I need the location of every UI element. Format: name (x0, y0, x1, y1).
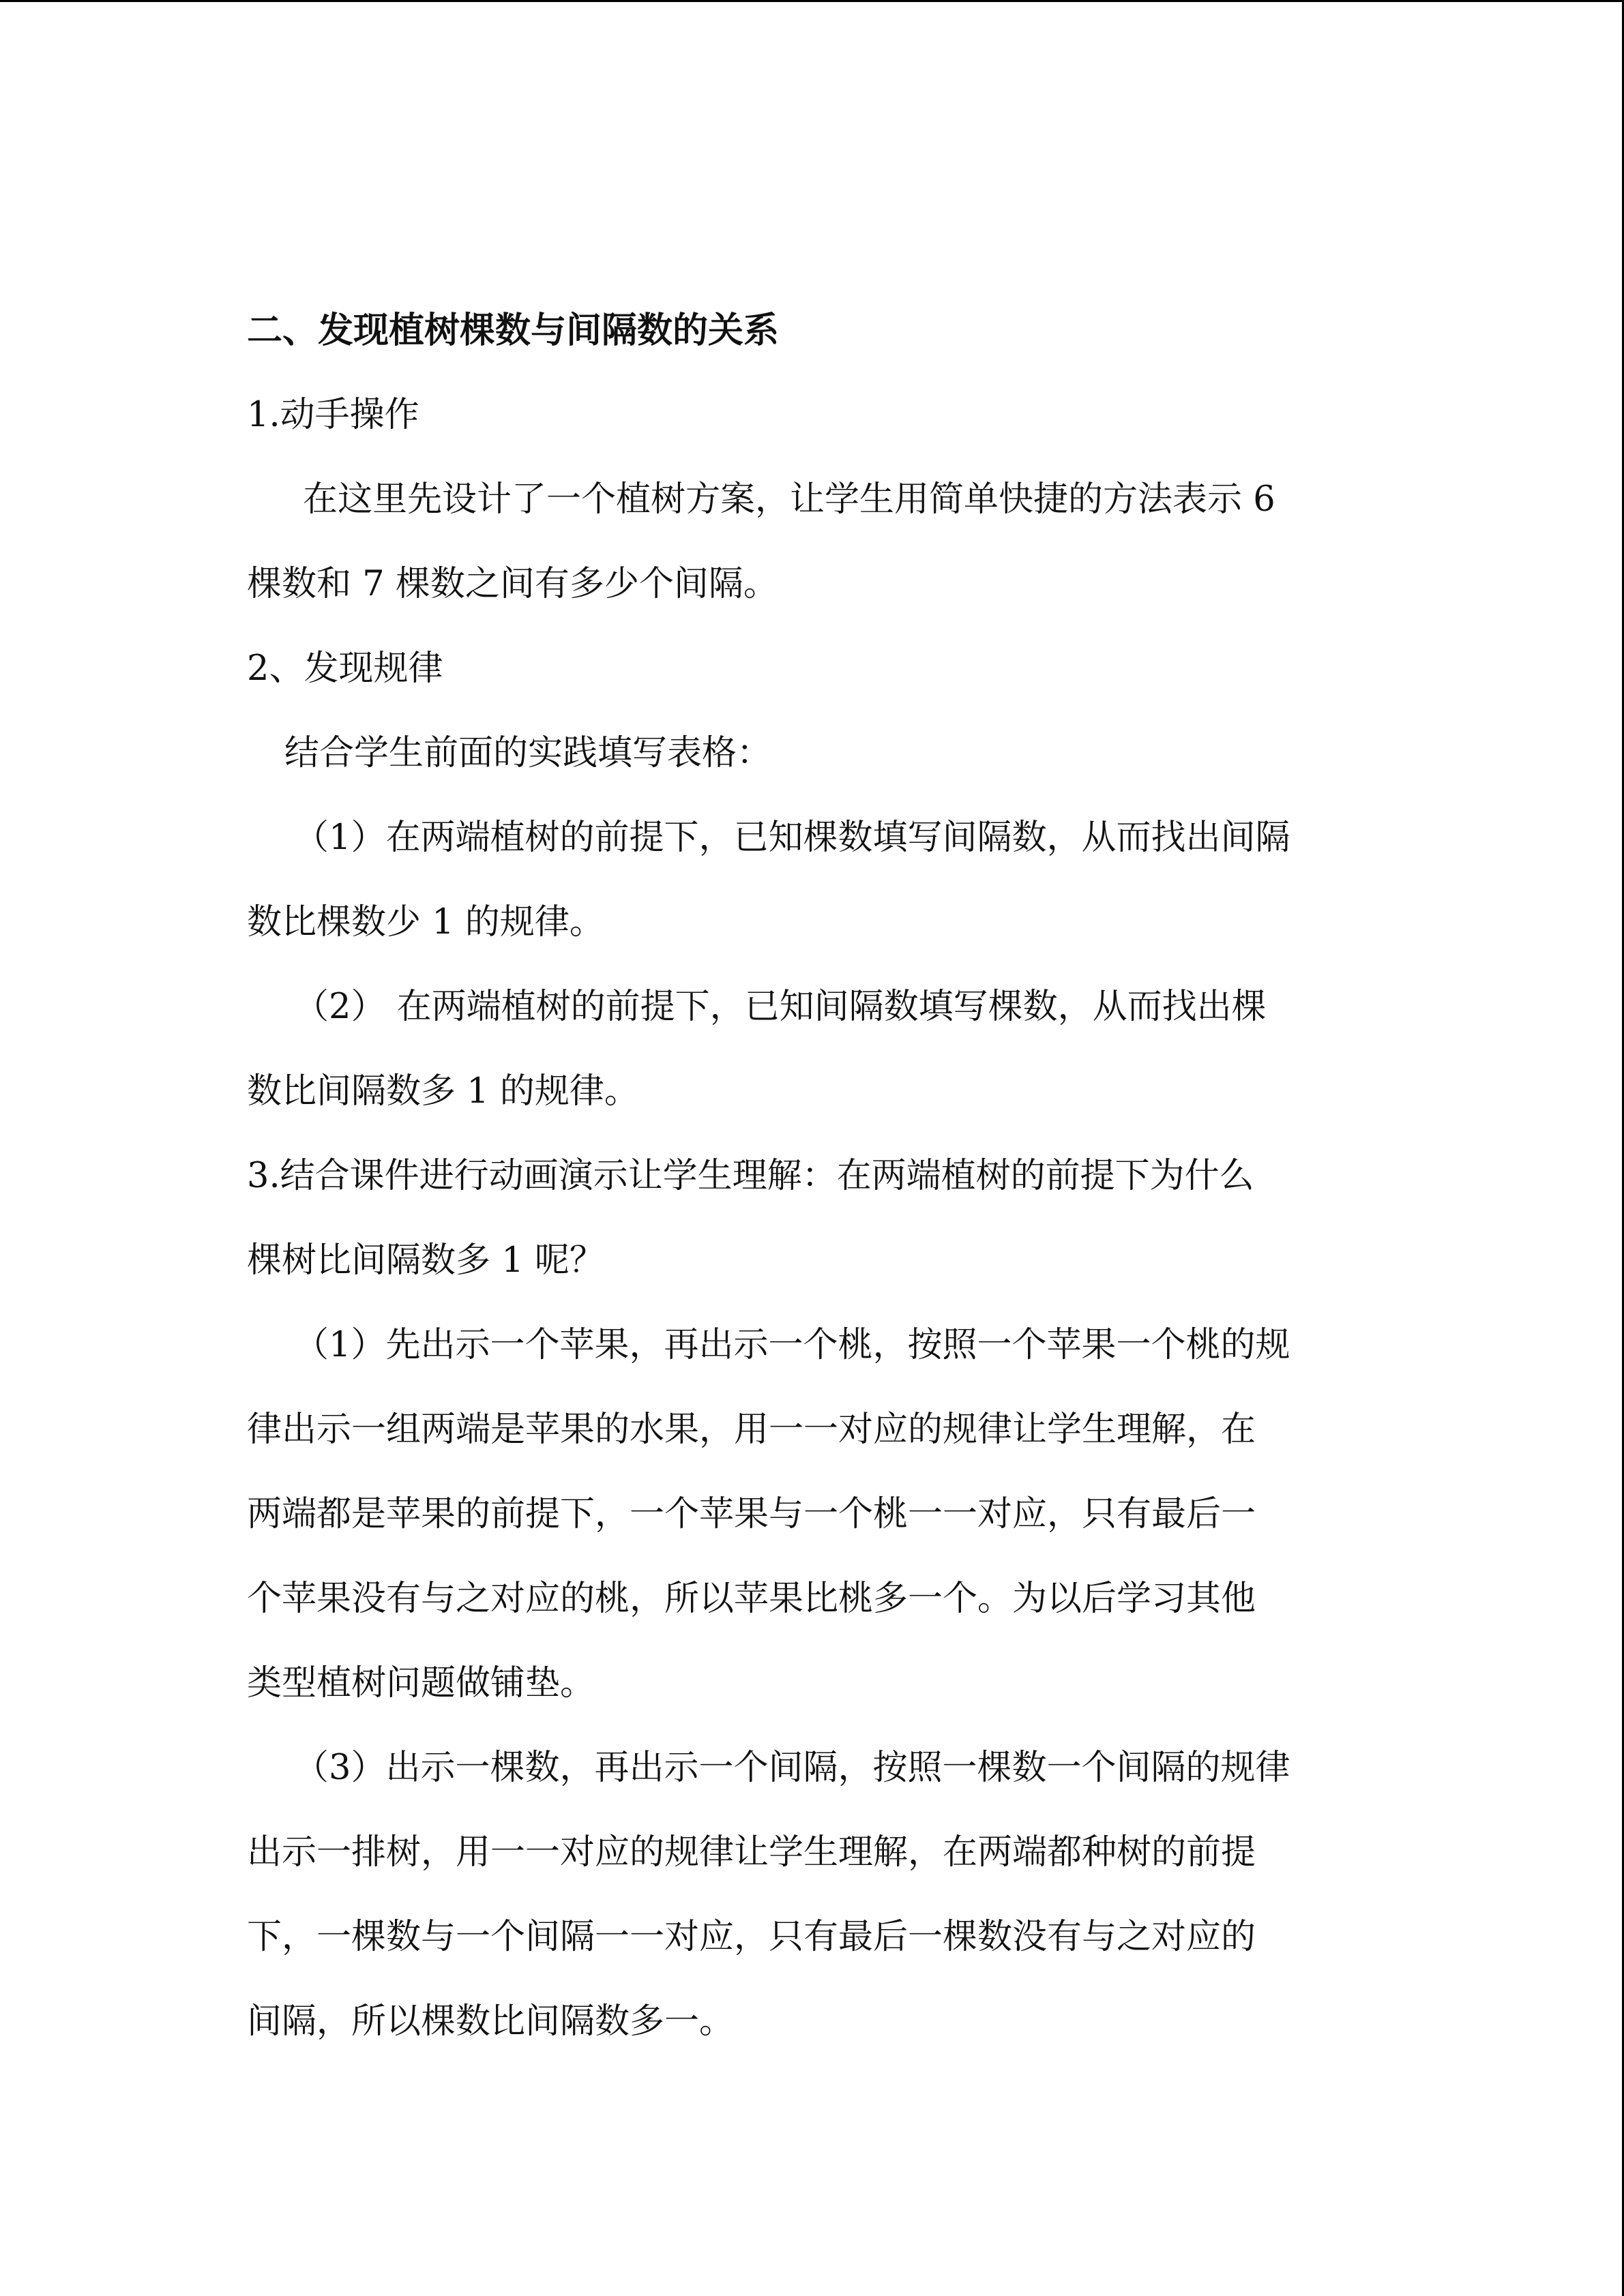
paragraph-line: 数比间隔数多 1 的规律。 (247, 1071, 639, 1112)
paragraph-line: 结合学生前面的实践填写表格： (284, 733, 772, 773)
paragraph-line: 类型植树问题做铺垫。 (247, 1663, 595, 1703)
document-body (247, 288, 1372, 2064)
paragraph-line: 个苹果没有与之对应的桃，所以苹果比桃多一个。为以后学习其他 (247, 1579, 1256, 1619)
paragraph-line: 间隔，所以棵数比间隔数多一。 (247, 2001, 735, 2042)
paragraph-line: 两端都是苹果的前提下，一个苹果与一个桃一一对应，只有最后一 (247, 1494, 1256, 1534)
subheading-find-rule: 2、发现规律 (247, 648, 443, 689)
paragraph-line: （2） 在两端植树的前提下，已知间隔数填写棵数，从而找出棵 (294, 987, 1267, 1027)
paragraph-line: （1）先出示一个苹果，再出示一个桃，按照一个苹果一个桃的规 (294, 1325, 1290, 1365)
subheading-hands-on: 1.动手操作 (247, 395, 419, 435)
paragraph-line: （3）出示一棵数，再出示一个间隔，按照一棵数一个间隔的规律 (294, 1748, 1290, 1788)
paragraph-line: 出示一排树，用一一对应的规律让学生理解，在两端都种树的前提 (247, 1832, 1256, 1873)
section-heading: 二、发现植树棵数与间隔数的关系 (247, 310, 780, 351)
paragraph-line: 棵数和 7 棵数之间有多少个间隔。 (247, 564, 778, 604)
paragraph-line: 棵树比间隔数多 1 呢？ (247, 1240, 604, 1281)
paragraph-line: 数比棵数少 1 的规律。 (247, 902, 604, 942)
paragraph-line: 下，一棵数与一个间隔一一对应，只有最后一棵数没有与之对应的 (247, 1917, 1256, 1957)
subheading-animation: 3.结合课件进行动画演示让学生理解：在两端植树的前提下为什么 (247, 1156, 1254, 1196)
paragraph-line: （1）在两端植树的前提下，已知棵数填写间隔数，从而找出间隔 (294, 818, 1290, 858)
paragraph-line: 在这里先设计了一个植树方案，让学生用简单快捷的方法表示 6 (303, 479, 1275, 520)
paragraph-line: 律出示一组两端是苹果的水果，用一一对应的规律让学生理解，在 (247, 1410, 1256, 1450)
